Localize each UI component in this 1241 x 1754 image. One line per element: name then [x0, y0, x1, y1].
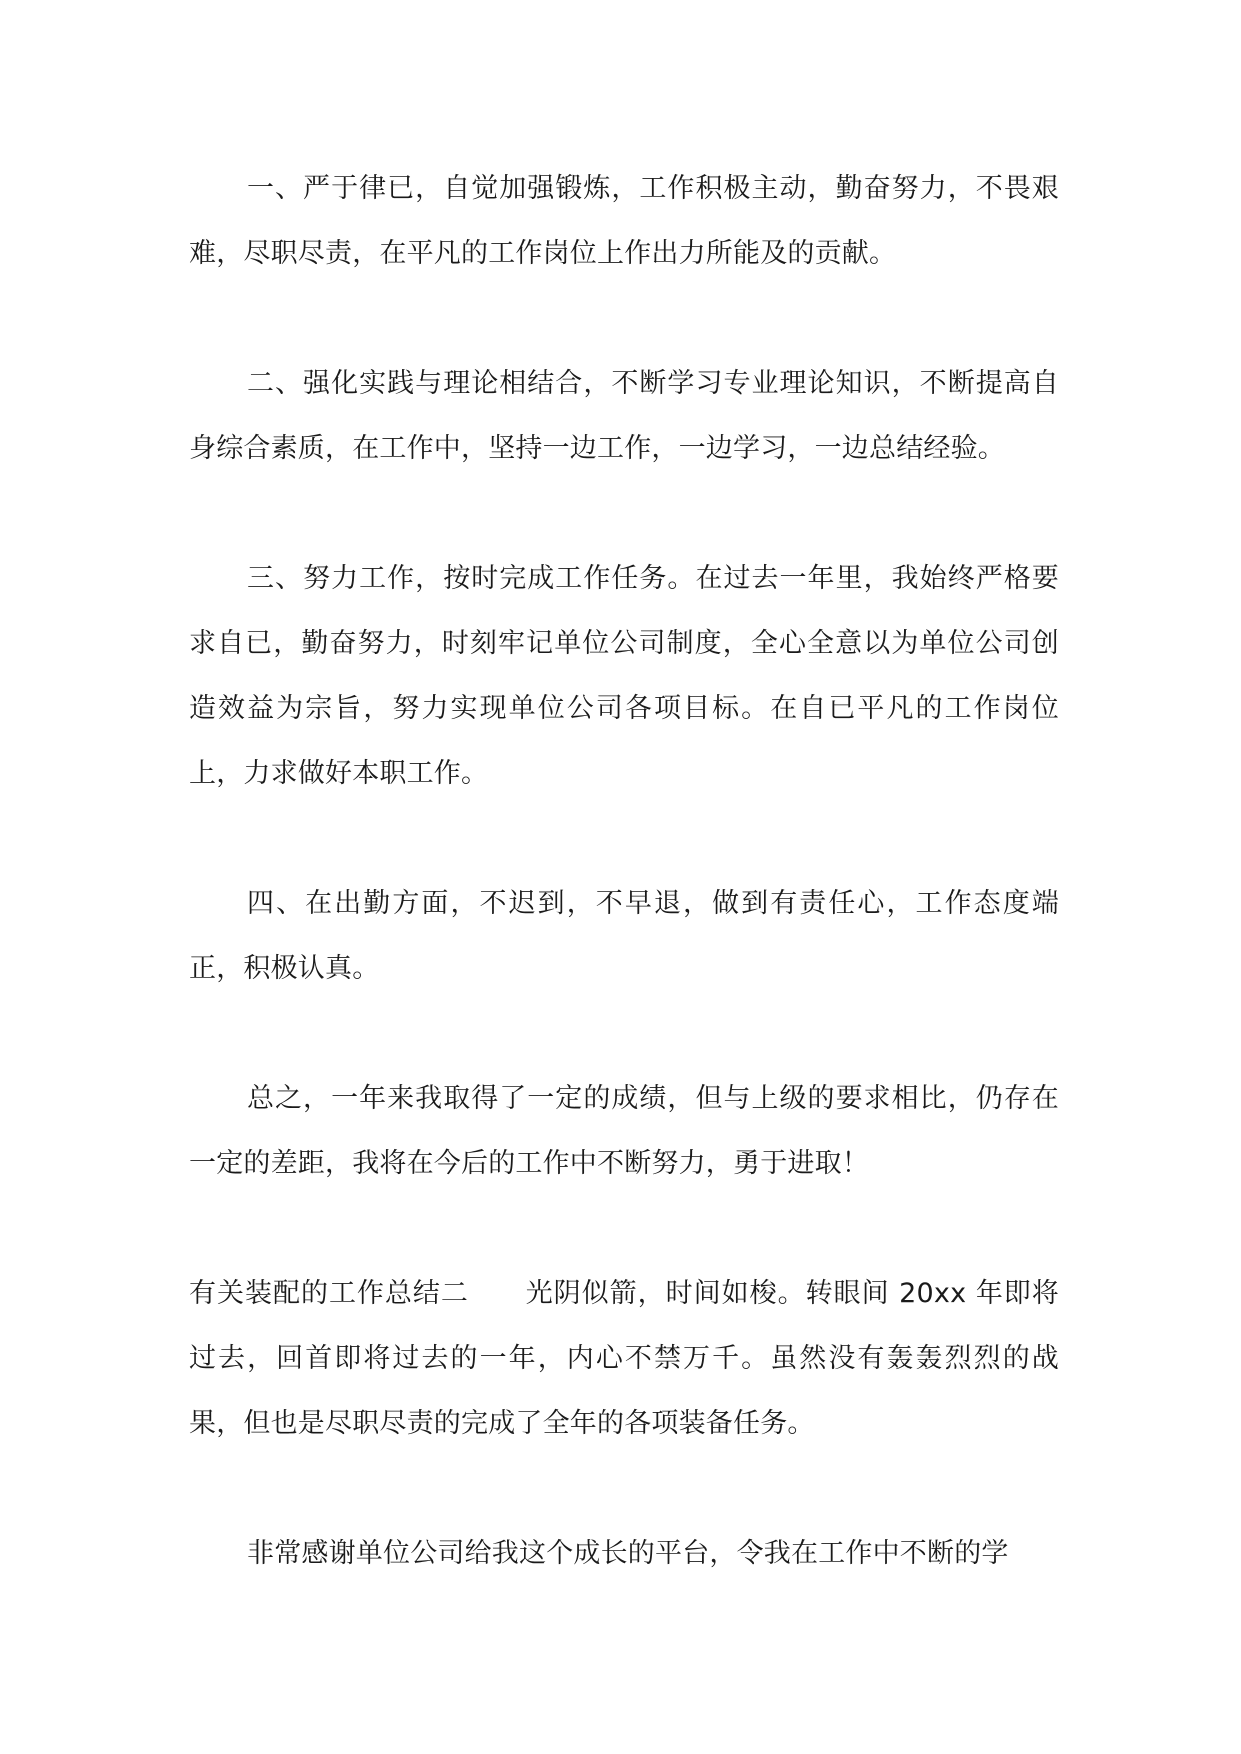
paragraph-last: 非常感谢单位公司给我这个成长的平台，令我在工作中不断的学	[247, 1538, 1009, 1569]
section-heading: 有关装配的工作总结二	[189, 1278, 469, 1309]
paragraph-4: 四、在出勤方面，不迟到，不早退，做到有责任心，工作态度端正，积极认真。	[189, 888, 1059, 984]
section-body: 光阴似箭，时间如梭。转眼间 20xx 年即将过去，回首即将过去的一年，内心不禁万千。虽然没有轰轰烈烈的战果，但也是尽职尽责的完成了全年的各项装备任务。	[189, 1278, 1059, 1439]
document-body	[189, 156, 1059, 1651]
paragraph-1: 一、严于律已，自觉加强锻炼，工作积极主动，勤奋努力，不畏艰难，尽职尽责，在平凡的工作岗位上作出力所能及的贡献。	[189, 173, 1059, 269]
section-paragraph	[189, 1261, 1059, 1456]
paragraph-2: 二、强化实践与理论相结合，不断学习专业理论知识，不断提高自身综合素质，在工作中，坚持一边工作，一边学习，一边总结经验。	[189, 368, 1059, 464]
paragraph-5: 总之，一年来我取得了一定的成绩，但与上级的要求相比，仍存在一定的差距，我将在今后的工作中不断努力，勇于进取！	[189, 1083, 1059, 1179]
paragraph-3: 三、努力工作，按时完成工作任务。在过去一年里，我始终严格要求自已，勤奋努力，时刻牢记单位公司制度，全心全意以为单位公司创造效益为宗旨，努力实现单位公司各项目标。在自已平凡的工作岗位上，力求做好本职工作。	[189, 563, 1059, 789]
